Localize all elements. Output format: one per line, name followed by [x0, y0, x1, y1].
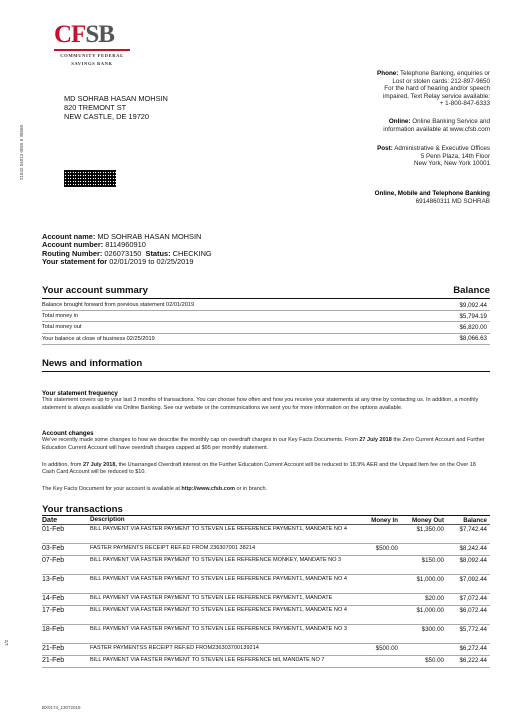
- account-status: CHECKING: [172, 248, 212, 258]
- online-contact: Online: Online Banking Service and information available at www.cfsb.com: [383, 118, 490, 133]
- phone-contact: Phone: Telephone Banking, enquiries or Lost or stolen cards: 212-897-9650 For the hard of hearing and/or speech impaired, Text Relay service available: + 1-800-847-6333: [377, 70, 490, 108]
- postal-barcode: [64, 170, 116, 187]
- recipient-city: NEW CASTLE, DE 19720: [64, 112, 150, 122]
- news-heading: News and information: [42, 358, 490, 372]
- summary-row: Balance brought forward from previous statement 02/01/2019 $9,092.44: [42, 300, 490, 311]
- post-contact: Post: Administrative & Executive Offices 5 Penn Plaza, 14th Floor New York, New York 10001: [377, 145, 490, 168]
- statement-period: 02/01/2019 to 02/25/2019: [109, 257, 194, 267]
- page-number: 1/2: [4, 639, 9, 646]
- table-row: 17-Feb BILL PAYMENT VIA FASTER PAYMENT TO STEVEN LEE REFERENCE PAYMENT1, MANDATE NO 4 $1,000.00 $6,072.44: [42, 606, 490, 625]
- table-row: 07-Feb BILL PAYMENT VIA FASTER PAYMENT TO STEVEN LEE REFERENCE MONKEY, MANDATE NO 3 $150.00 $8,092.44: [42, 556, 490, 575]
- account-changes: Account changes We've recently made some changes to how we describe the monthly cap on overdraft charges in our Key Facts Documents. From 27 July 2018 the Zero Current Account and Further Education Current Account will have overdraft charges capped at $95 per monthly statement.: [42, 430, 485, 451]
- table-row: 14-Feb BILL PAYMENT VIA FASTER PAYMENT TO STEVEN LEE REFERENCE PAYMENT1, MANDATE $20.00 $7,072.44: [42, 594, 490, 606]
- logo-mark: CFSB: [54, 21, 114, 48]
- recipient-street: 820 TREMONT ST: [64, 103, 127, 113]
- routing-number: 026073150: [104, 248, 142, 258]
- table-row: 18-Feb BILL PAYMENT VIA FASTER PAYMENT TO STEVEN LEE REFERENCE PAYMENT1, MANDATE NO 3 $300.00 $5,772.44: [42, 625, 490, 644]
- key-facts-notice: The Key Facts Document for your account is available at http://www.cfsb.com or in branch.: [42, 486, 268, 492]
- account-details: Account name: MD SOHRAB HASAN MOHSIN Account number: 8114960910 Routing Number: 026073150 Status: CHECKING Your statement for 02/01/2019 to 02/25/2019: [42, 232, 212, 267]
- omtb-contact: Online, Mobile and Telephone Banking 6914860311 MD SOHRAB: [374, 190, 490, 205]
- transactions-heading: Your transactions: [42, 504, 123, 515]
- summary-table: [42, 300, 490, 345]
- summary-heading: Your account summary Balance: [42, 285, 490, 299]
- summary-row: Total money out $6,820.00: [42, 322, 490, 333]
- summary-row: Your balance at close of business 02/25/2019 $8,066.63: [42, 334, 490, 345]
- table-row: 01-Feb BILL PAYMENT VIA FASTER PAYMENT TO STEVEN LEE REFERENCE PAYMENT1, MANDATE NO 4 $1,350.00 $7,742.44: [42, 525, 490, 544]
- table-row: 03-Feb FASTER PAYMENTS RECEIPT REF.ED FROM 236307001 38214 $500.00 $8,242.44: [42, 544, 490, 556]
- addition-notice: In addition, from 27 July 2018, the Unarranged Overdraft interest on the Further Education Current Account will be reduced to 18.9% AER and the Unpaid Item fee on the Over 18 Cash Card Account will be reduced to $10.: [42, 462, 476, 476]
- account-name: MD SOHRAB HASAN MOHSIN: [97, 232, 202, 241]
- statement-frequency: Your statement frequency This statement covers up to your last 3 months of transactions. You can choose how often and how you receive your statements at any time by contacting us. In addition, a monthly statement is always available via Online Banking. See our website or the communications we sent you for more information on the options available.: [42, 390, 479, 411]
- table-row: 21-Feb BILL PAYMENT VIA FASTER PAYMENT TO STEVEN LEE REFERENCE bill, MANDATE NO 7 $50.00 $6,222.44: [42, 656, 490, 668]
- bank-logo: [54, 22, 130, 67]
- logo-subtitle-1: COMMUNITY FEDERAL: [60, 53, 124, 58]
- side-mailing-code: 21842 04013 0055 6 38660: [19, 124, 24, 180]
- logo-subtitle-2: SAVINGS BANK: [71, 61, 113, 66]
- account-number: 8114960910: [105, 240, 146, 250]
- recipient-name: MD SOHRAB HASAN MOHSIN: [64, 94, 168, 103]
- transactions-header-row: Date Description Money In Money Out Balance: [42, 515, 490, 525]
- table-row: 21-Feb FASTER PAYMENTSS RECEIPT REF.ED FROM236303700139214 $500.00 $6,272.44: [42, 644, 490, 656]
- table-row: 13-Feb BILL PAYMENT VIA FASTER PAYMENT TO STEVEN LEE REFERENCE PAYMENT1, MANDATE NO 4 $1,000.00 $7,092.44: [42, 575, 490, 594]
- recipient-address: [64, 94, 168, 122]
- summary-row: Total money in $5,794.19: [42, 311, 490, 322]
- key-facts-link[interactable]: http://www.cfsb.com: [181, 486, 235, 492]
- footer-code: BX0174_13072019: [42, 705, 81, 710]
- logo-rule: [54, 49, 130, 51]
- transactions-table: [42, 515, 490, 668]
